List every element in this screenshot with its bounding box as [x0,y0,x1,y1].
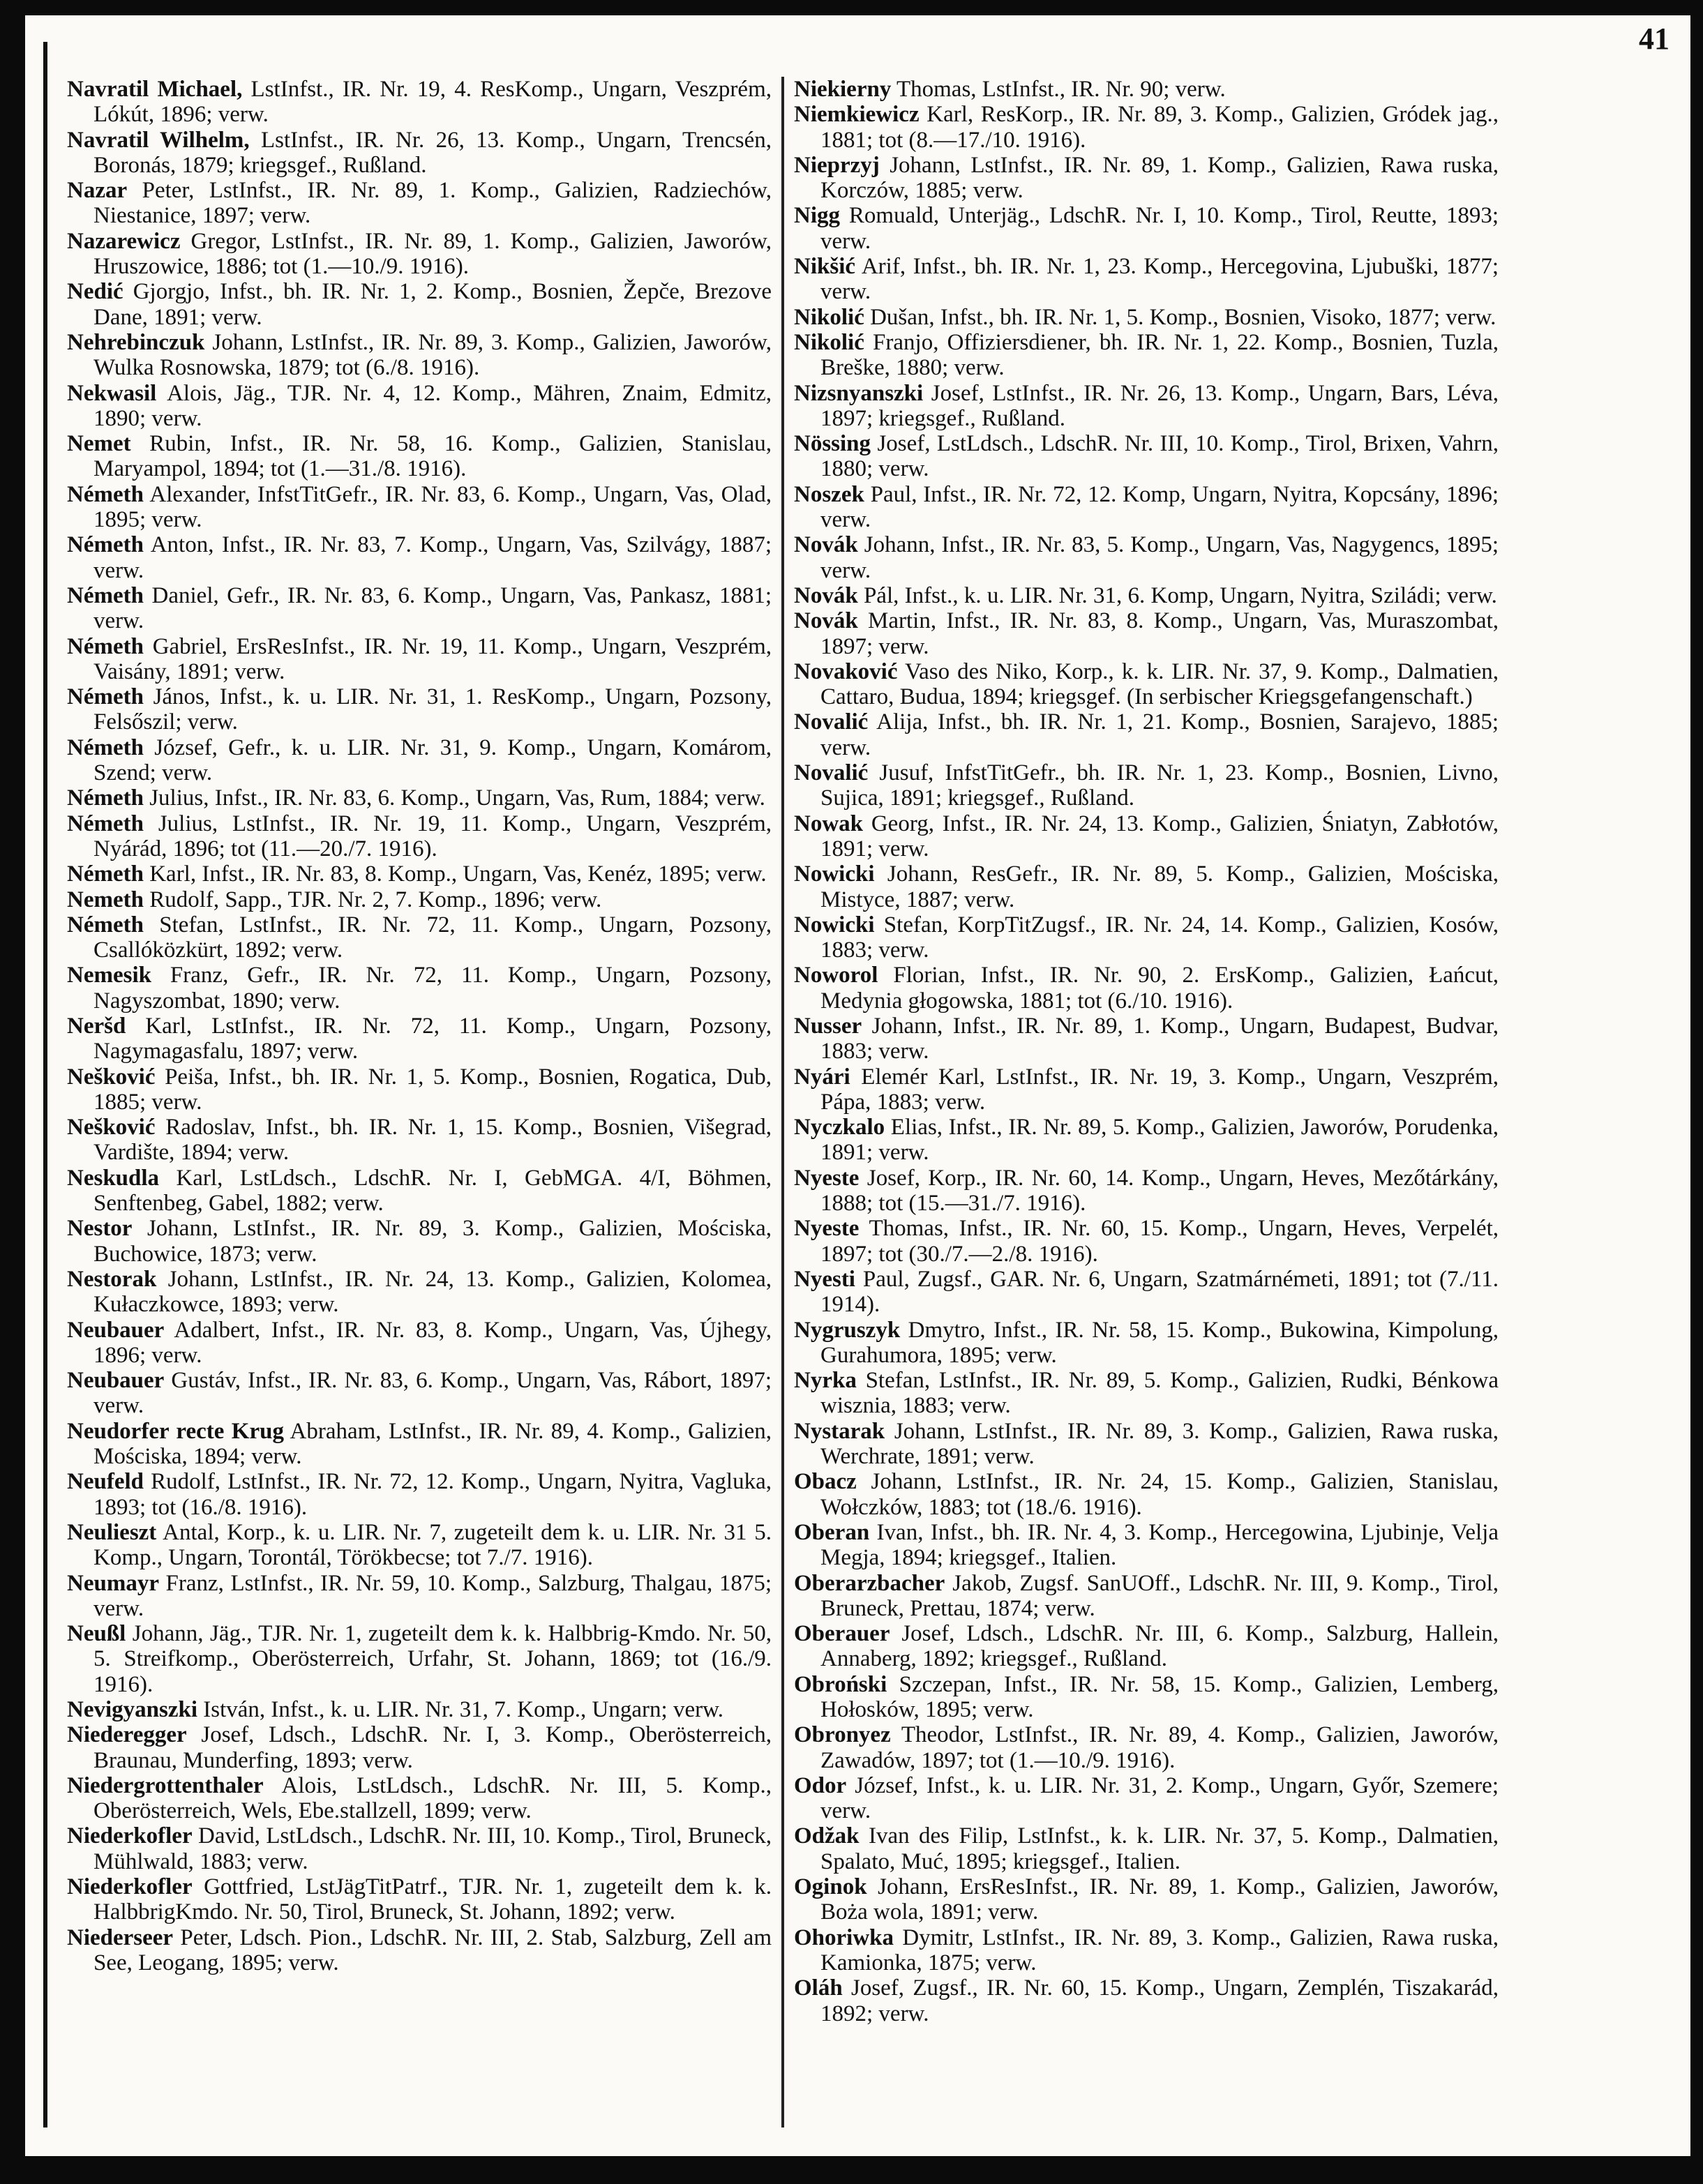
list-item [67,1318,772,1369]
entry-name: Novaković [794,658,898,684]
list-item [67,1419,772,1470]
entry-details: István, Infst., k. u. LIR. Nr. 31, 7. Komp., Ungarn; verw. [197,1697,724,1722]
entry-details: Julius, Infst., IR. Nr. 83, 6. Komp., Ungarn, Vas, Rum, 1884; verw. [143,785,765,811]
list-item [67,785,772,811]
entry-details: Dymitr, LstInfst., IR. Nr. 89, 3. Komp., Galizien, Rawa ruska, Kamionka, 1875; verw. [820,1925,1499,1975]
entry-details: Johann, LstInfst., IR. Nr. 89, 3. Komp., Galizien, Mościska, Buchowice, 1873; verw. [93,1216,772,1267]
entry-name: Oberan [794,1519,870,1545]
entry-details: Josef, LstLdsch., LdschR. Nr. III, 10. Komp., Tirol, Brixen, Vahrn, 1880; verw. [820,431,1499,482]
entry-details: Peter, Ldsch. Pion., LdschR. Nr. III, 2. Stab, Salzburg, Zell am See, Leogang, 1895; verw. [93,1925,772,1975]
list-item [794,203,1499,254]
list-item [794,77,1499,102]
scan-border-bottom [0,2156,1703,2184]
entry-name: Novák [794,582,858,608]
entry-name: Oginok [794,1874,867,1900]
entry-details: Johann, Infst., IR. Nr. 89, 1. Komp., Ungarn, Budapest, Budvar, 1883; verw. [820,1013,1499,1064]
entry-details: Josef, Ldsch., LdschR. Nr. I, 3. Komp., Oberösterreich, Braunau, Munderfing, 1893; verw. [93,1722,772,1773]
entry-details: Gabriel, ErsResInfst., IR. Nr. 19, 11. Komp., Ungarn, Veszprém, Vaisány, 1891; verw. [93,633,772,684]
entry-name: Odor [794,1772,847,1798]
entry-details: Julius, LstInfst., IR. Nr. 19, 11. Komp., Ungarn, Veszprém, Nyárád, 1896; tot (11.—20./7. 1916). [93,811,772,861]
entry-name: Nehrebinczuk [67,329,205,355]
list-item [794,1621,1499,1672]
entry-details: Alois, Jäg., TJR. Nr. 4, 12. Komp., Mähren, Znaim, Edmitz, 1890; verw. [93,380,772,431]
entry-name: Németh [67,811,144,836]
list-item [794,381,1499,432]
entry-name: Niekierny [794,77,892,102]
page-number: 41 [1639,22,1670,56]
entry-details: Johann, Jäg., TJR. Nr. 1, zugeteilt dem k. k. Halbbrig-Kmdo. Nr. 50, 5. Streifkomp., Oberösterreich, Urfahr, St. Johann, 1869; tot (16./9. 1916). [93,1621,772,1697]
entry-details: Rubin, Infst., IR. Nr. 58, 16. Komp., Galizien, Stanislau, Maryampol, 1894; tot (1.—31./8. 1916). [93,431,772,482]
list-item [67,1469,772,1520]
entry-details: Stefan, KorpTitZugsf., IR. Nr. 24, 14. Komp., Galizien, Kosów, 1883; verw. [820,912,1499,963]
list-item [67,684,772,735]
entry-details: Peiša, Infst., bh. IR. Nr. 1, 5. Komp., Bosnien, Rogatica, Dub, 1885; verw. [93,1064,772,1115]
entry-details: Adalbert, Infst., IR. Nr. 83, 8. Komp., Ungarn, Vas, Újhegy, 1896; verw. [93,1317,772,1368]
entry-details: Karl, LstInfst., IR. Nr. 72, 11. Komp., Ungarn, Pozsony, Nagymagasfalu, 1897; verw. [93,1013,772,1064]
entry-details: Paul, Zugsf., GAR. Nr. 6, Ungarn, Szatmárnémeti, 1891; tot (7./11. 1914). [820,1266,1499,1318]
list-item [794,1469,1499,1520]
entry-name: Nyeste [794,1216,860,1242]
entry-name: Nemesik [67,963,151,988]
list-item [67,1115,772,1166]
list-item [794,912,1499,963]
list-item [67,178,772,229]
entry-name: Nigg [794,203,840,229]
list-item [67,77,772,128]
entry-name: Németh [67,633,144,659]
entry-details: Alexander, InfstTitGefr., IR. Nr. 83, 6. Komp., Ungarn, Vas, Olad, 1895; verw. [93,481,772,533]
entry-details: Daniel, Gefr., IR. Nr. 83, 6. Komp., Ungarn, Vas, Pankasz, 1881; verw. [93,582,772,634]
entry-name: Neudorfer recte Krug [67,1418,284,1444]
entry-name: Nyesti [794,1266,855,1292]
entry-details: Szczepan, Infst., IR. Nr. 58, 15. Komp., Galizien, Lemberg, Hołosków, 1895; verw. [820,1671,1499,1722]
list-item [794,1520,1499,1571]
list-item [67,1520,772,1571]
entry-details: Franz, Gefr., IR. Nr. 72, 11. Komp., Ungarn, Pozsony, Nagyszombat, 1890; verw. [93,963,772,1014]
entry-name: Németh [67,785,144,811]
entry-details: Johann, LstInfst., IR. Nr. 24, 15. Komp., Galizien, Stanislau, Wołczków, 1883; tot (18./6. 1916). [820,1469,1499,1520]
list-item [794,583,1499,608]
entry-name: Niederseer [67,1925,174,1950]
entry-name: Neubauer [67,1368,165,1394]
entry-name: Oberauer [794,1621,890,1647]
column-divider [781,77,784,2127]
entry-details: Pál, Infst., k. u. LIR. Nr. 31, 6. Komp, Ungarn, Nyitra, Sziládi; verw. [857,582,1497,608]
list-item [794,861,1499,912]
entry-name: Obacz [794,1469,857,1495]
list-item [67,381,772,432]
list-item [67,128,772,179]
list-item [67,229,772,280]
entry-details: Elemér Karl, LstInfst., IR. Nr. 19, 3. Komp., Ungarn, Veszprém, Pápa, 1883; verw. [820,1064,1499,1115]
entry-name: Neußl [67,1621,126,1647]
entry-details: Arif, Infst., bh. IR. Nr. 1, 23. Komp., Hercegovina, Ljubuški, 1877; verw. [820,254,1499,305]
entry-details: Stefan, LstInfst., IR. Nr. 89, 5. Komp., Galizien, Rudki, Bénkowa wisznia, 1883; verw. [820,1368,1499,1419]
entry-name: Nikolić [794,329,864,355]
list-item [794,1115,1499,1166]
list-item [794,1267,1499,1318]
list-item [794,431,1499,482]
list-item [67,330,772,381]
list-item [794,608,1499,659]
entry-name: Niederkofler [67,1823,193,1849]
entry-details: Paul, Infst., IR. Nr. 72, 12. Komp, Ungarn, Nyitra, Kopcsány, 1896; verw. [820,481,1499,533]
entry-details: Rudolf, LstInfst., IR. Nr. 72, 12. Komp., Ungarn, Nyitra, Vagluka, 1893; tot (16./8. 1916). [93,1469,772,1520]
list-item [794,153,1499,204]
entry-details: Radoslav, Infst., bh. IR. Nr. 1, 15. Komp., Bosnien, Višegrad, Vardište, 1894; verw. [93,1115,772,1166]
entry-details: Rudolf, Sapp., TJR. Nr. 2, 7. Komp., 1896; verw. [143,887,602,912]
scan-border-right [1690,0,1703,2184]
list-item [67,735,772,786]
right-column [794,77,1499,2026]
list-item [794,1419,1499,1470]
list-item [794,659,1499,710]
list-item [67,887,772,912]
entry-details: LstInfst., IR. Nr. 19, 4. ResKomp., Ungarn, Veszprém, Lókút, 1896; verw. [93,77,772,128]
entry-name: Nekwasil [67,380,157,406]
list-item [67,1064,772,1115]
entry-details: Johann, LstInfst., IR. Nr. 89, 3. Komp., Galizien, Jaworów, Wulka Rosnowska, 1879; tot (6./8. 1916). [93,329,772,381]
list-item [67,1216,772,1267]
entry-details: Antal, Korp., k. u. LIR. Nr. 7, zugeteilt dem k. u. LIR. Nr. 31 5. Komp., Ungarn, Torontál, Törökbecse; tot 7./7. 1916). [93,1519,772,1571]
entry-details: Johann, Infst., IR. Nr. 83, 5. Komp., Ungarn, Vas, Nagygencs, 1895; verw. [820,532,1499,583]
entry-details: Stefan, LstInfst., IR. Nr. 72, 11. Komp., Ungarn, Pozsony, Csallóközkürt, 1892; verw. [93,912,772,963]
scan-border-top [0,0,1703,15]
entry-name: Neskudla [67,1165,160,1191]
entry-details: Gregor, LstInfst., IR. Nr. 89, 1. Komp., Galizien, Jaworów, Hruszowice, 1886; tot (1.—10./9. 1916). [93,228,772,280]
entry-name: Niedergrottenthaler [67,1772,264,1798]
list-item [794,305,1499,330]
entry-details: Anton, Infst., IR. Nr. 83, 7. Komp., Ungarn, Vas, Szilvágy, 1887; verw. [93,532,772,583]
entry-details: Romuald, Unterjäg., LdschR. Nr. I, 10. Komp., Tirol, Reutte, 1893; verw. [820,203,1499,254]
entry-name: Novák [794,608,858,634]
list-item [67,963,772,1014]
list-item [794,1166,1499,1217]
entry-name: Ohoriwka [794,1925,894,1950]
entry-details: Ivan, Infst., bh. IR. Nr. 4, 3. Komp., Hercegowina, Ljubinje, Velja Megja, 1894; kriegsgef., Italien. [820,1519,1499,1571]
entry-name: Nusser [794,1013,862,1039]
entry-name: Németh [67,735,144,760]
entry-details: Josef, Zugsf., IR. Nr. 60, 15. Komp., Ungarn, Zemplén, Tiszakarád, 1892; verw. [820,1975,1499,2026]
list-item [67,1722,772,1773]
entry-details: József, Infst., k. u. LIR. Nr. 31, 2. Komp., Ungarn, Győr, Szemere; verw. [820,1772,1499,1824]
entry-name: Németh [67,684,144,710]
entry-details: Karl, ResKorp., IR. Nr. 89, 3. Komp., Galizien, Gródek jag., 1881; tot (8.—17./10. 1916). [820,102,1499,153]
entry-name: Navratil Michael, [67,77,243,102]
entry-details: Theodor, LstInfst., IR. Nr. 89, 4. Komp., Galizien, Jaworów, Zawadów, 1897; tot (1.—10./9. 1916). [820,1722,1499,1773]
entry-details: LstInfst., IR. Nr. 26, 13. Komp., Ungarn, Trencsén, Boronás, 1879; kriegsgef., Rußland. [93,127,772,178]
entry-details: Karl, Infst., IR. Nr. 83, 8. Komp., Ungarn, Vas, Kenéz, 1895; verw. [143,861,767,887]
entry-name: Nikšić [794,254,856,280]
entry-details: Thomas, Infst., IR. Nr. 60, 15. Komp., Ungarn, Heves, Verpelét, 1897; tot (30./7.—2./8. 1916). [820,1216,1499,1267]
list-item [67,279,772,330]
entry-name: Neubauer [67,1317,165,1343]
entry-name: Németh [67,912,144,937]
entry-name: Nyári [794,1064,850,1090]
entry-name: Oberarzbacher [794,1570,945,1596]
entry-details: Thomas, LstInfst., IR. Nr. 90; verw. [891,77,1226,102]
list-item [67,583,772,634]
entry-name: Nevigyanszki [67,1697,198,1722]
list-item [67,532,772,583]
entry-name: Nowicki [794,861,875,887]
list-item [794,254,1499,305]
list-item [794,532,1499,583]
list-item [67,1166,772,1217]
entry-name: Oláh [794,1975,843,2001]
list-item [794,1823,1499,1874]
list-item [67,912,772,963]
entry-details: Alois, LstLdsch., LdschR. Nr. III, 5. Komp., Oberösterreich, Wels, Ebe.stallzell, 1899; verw. [93,1772,772,1824]
entry-name: Niemkiewicz [794,102,920,128]
entry-name: Nizsnyanszki [794,380,924,406]
entry-details: Abraham, LstInfst., IR. Nr. 89, 4. Komp., Galizien, Mościska, 1894; verw. [93,1418,772,1470]
list-item [794,330,1499,381]
entry-name: Nyrka [794,1368,857,1394]
entry-details: Alija, Infst., bh. IR. Nr. 1, 21. Komp., Bosnien, Sarajevo, 1885; verw. [820,709,1499,760]
list-item [67,1697,772,1722]
list-item [67,1874,772,1925]
entry-name: Nyczkalo [794,1115,885,1140]
entry-name: Noworol [794,963,878,988]
entry-name: Nestor [67,1216,133,1242]
list-item [67,634,772,685]
entry-name: Noszek [794,481,864,507]
entry-details: Josef, LstInfst., IR. Nr. 26, 13. Komp., Ungarn, Bars, Léva, 1897; kriegsgef., Rußland. [820,380,1499,431]
list-item [794,1318,1499,1369]
entry-name: Nestorak [67,1266,157,1292]
list-item [67,1823,772,1874]
entry-details: Elias, Infst., IR. Nr. 89, 5. Komp., Galizien, Jaworów, Porudenka, 1891; verw. [820,1115,1499,1166]
list-item [67,1773,772,1824]
entry-name: Nazar [67,178,128,204]
list-item [794,963,1499,1014]
list-item [794,102,1499,153]
left-column [67,77,772,1975]
list-item [67,482,772,533]
entry-name: Németh [67,532,144,558]
entry-name: Neršd [67,1013,126,1039]
entry-name: Neulieszt [67,1519,157,1545]
entry-name: Novák [794,532,858,558]
list-item [794,482,1499,533]
entry-details: Peter, LstInfst., IR. Nr. 89, 1. Komp., Galizien, Radziechów, Niestanice, 1897; verw. [93,178,772,229]
entry-name: Nössing [794,431,871,457]
list-item [794,1014,1499,1064]
list-item [67,1014,772,1064]
list-item [67,861,772,887]
entry-details: Johann, LstInfst., IR. Nr. 89, 3. Komp., Galizien, Rawa ruska, Werchrate, 1891; verw. [820,1418,1499,1470]
entry-details: Johann, LstInfst., IR. Nr. 24, 13. Komp., Galizien, Kolomea, Kułaczkowce, 1893; verw. [93,1266,772,1318]
entry-details: Josef, Ldsch., LdschR. Nr. III, 6. Komp., Salzburg, Hallein, Annaberg, 1892; kriegsgef., Rußland. [820,1621,1499,1672]
entry-name: Nešković [67,1115,156,1140]
entry-name: Nikolić [794,304,864,330]
list-item [67,811,772,862]
entry-name: Nemeth [67,887,144,912]
entry-name: Neufeld [67,1469,144,1495]
entry-name: Nystarak [794,1418,885,1444]
entry-details: Franz, LstInfst., IR. Nr. 59, 10. Komp., Salzburg, Thalgau, 1875; verw. [93,1570,772,1621]
list-item [794,1773,1499,1824]
entry-details: Dušan, Infst., bh. IR. Nr. 1, 5. Komp., Bosnien, Visoko, 1877; verw. [864,304,1496,330]
list-item [67,1571,772,1622]
entry-name: Németh [67,861,144,887]
entry-details: Ivan des Filip, LstInfst., k. k. LIR. Nr. 37, 5. Komp., Dalmatien, Spalato, Muć, 1895; kriegsgef., Italien. [820,1823,1499,1874]
entry-details: Gottfried, LstJägTitPatrf., TJR. Nr. 1, zugeteilt dem k. k. HalbbrigKmdo. Nr. 50, Tirol, Bruneck, St. Johann, 1892; verw. [93,1874,772,1925]
list-item [794,760,1499,811]
entry-name: Németh [67,582,144,608]
list-item [794,1874,1499,1925]
list-item [794,1064,1499,1115]
entry-name: Novalić [794,760,869,786]
entry-name: Obronyez [794,1722,891,1748]
left-margin-rule [43,42,47,2127]
entry-details: Georg, Infst., IR. Nr. 24, 13. Komp., Galizien, Śniatyn, Zabłotów, 1891; verw. [820,811,1499,861]
list-item [794,811,1499,862]
list-item [67,431,772,482]
entry-name: Nowicki [794,912,875,937]
entry-details: János, Infst., k. u. LIR. Nr. 31, 1. ResKomp., Ungarn, Pozsony, Felsőszil; verw. [93,684,772,735]
list-item [67,1267,772,1318]
list-item [794,1571,1499,1622]
entry-details: Johann, ResGefr., IR. Nr. 89, 5. Komp., Galizien, Mościska, Mistyce, 1887; verw. [820,861,1499,912]
list-item [794,1722,1499,1773]
entry-name: Nieprzyj [794,152,880,178]
list-item [794,1672,1499,1723]
entry-name: Obroński [794,1671,887,1697]
entry-details: Josef, Korp., IR. Nr. 60, 14. Komp., Ungarn, Heves, Mezőtárkány, 1888; tot (15.—31./7. 1916). [820,1165,1499,1217]
entry-details: Karl, LstLdsch., LdschR. Nr. I, GebMGA. 4/I, Böhmen, Senftenbeg, Gabel, 1882; verw. [93,1165,772,1217]
list-item [67,1621,772,1697]
entry-details: József, Gefr., k. u. LIR. Nr. 31, 9. Komp., Ungarn, Komárom, Szend; verw. [93,735,772,786]
entry-details: Martin, Infst., IR. Nr. 83, 8. Komp., Ungarn, Vas, Muraszombat, 1897; verw. [820,608,1499,659]
entry-name: Niederegger [67,1722,187,1748]
entry-name: Nowak [794,811,864,836]
entry-details: Gustáv, Infst., IR. Nr. 83, 6. Komp., Ungarn, Vas, Rábort, 1897; verw. [93,1368,772,1419]
list-item [794,1368,1499,1419]
list-item [794,1216,1499,1267]
entry-name: Niederkofler [67,1874,193,1900]
entry-details: Jusuf, InfstTitGefr., bh. IR. Nr. 1, 23. Komp., Bosnien, Livno, Sujica, 1891; kriegsgef., Rußland. [820,760,1499,811]
entry-details: Florian, Infst., IR. Nr. 90, 2. ErsKomp., Galizien, Łańcut, Medynia głogowska, 1881; tot (6./10. 1916). [820,963,1499,1014]
entry-name: Neumayr [67,1570,159,1596]
entry-details: Jakob, Zugsf. SanUOff., LdschR. Nr. III, 9. Komp., Tirol, Bruneck, Prettau, 1874; verw. [820,1570,1499,1621]
list-item [67,1368,772,1419]
list-item [67,1925,772,1976]
entry-details: Johann, LstInfst., IR. Nr. 89, 1. Komp., Galizien, Rawa ruska, Korczów, 1885; verw. [820,152,1499,204]
list-item [794,1925,1499,1976]
entry-name: Nazarewicz [67,228,181,254]
entry-name: Nedić [67,279,123,305]
entry-details: Vaso des Niko, Korp., k. k. LIR. Nr. 37, 9. Komp., Dalmatien, Cattaro, Budua, 1894; kriegsgef. (In serbischer Kriegsgefangenschaft.) [820,658,1499,710]
entry-details: Dmytro, Infst., IR. Nr. 58, 15. Komp., Bukowina, Kimpolung, Gurahumora, 1895; verw. [820,1317,1499,1368]
entry-name: Navratil Wilhelm, [67,127,250,153]
list-item [794,1975,1499,2026]
entry-details: David, LstLdsch., LdschR. Nr. III, 10. Komp., Tirol, Bruneck, Mühlwald, 1883; verw. [93,1823,772,1874]
entry-details: Gjorgjo, Infst., bh. IR. Nr. 1, 2. Komp., Bosnien, Žepče, Brezove Dane, 1891; verw. [93,279,772,330]
entry-name: Nemet [67,431,131,457]
scan-border-left [0,0,25,2184]
list-item [794,709,1499,760]
entry-name: Odžak [794,1823,860,1849]
entry-name: Németh [67,481,144,507]
entry-name: Nygruszyk [794,1317,901,1343]
entry-name: Nyeste [794,1165,860,1191]
entry-details: Johann, ErsResInfst., IR. Nr. 89, 1. Komp., Galizien, Jaworów, Boża wola, 1891; verw. [820,1874,1499,1925]
entry-name: Novalić [794,709,869,735]
entry-details: Franjo, Offiziersdiener, bh. IR. Nr. 1, 22. Komp., Bosnien, Tuzla, Breške, 1880; verw. [820,329,1499,381]
entry-name: Nešković [67,1064,156,1090]
